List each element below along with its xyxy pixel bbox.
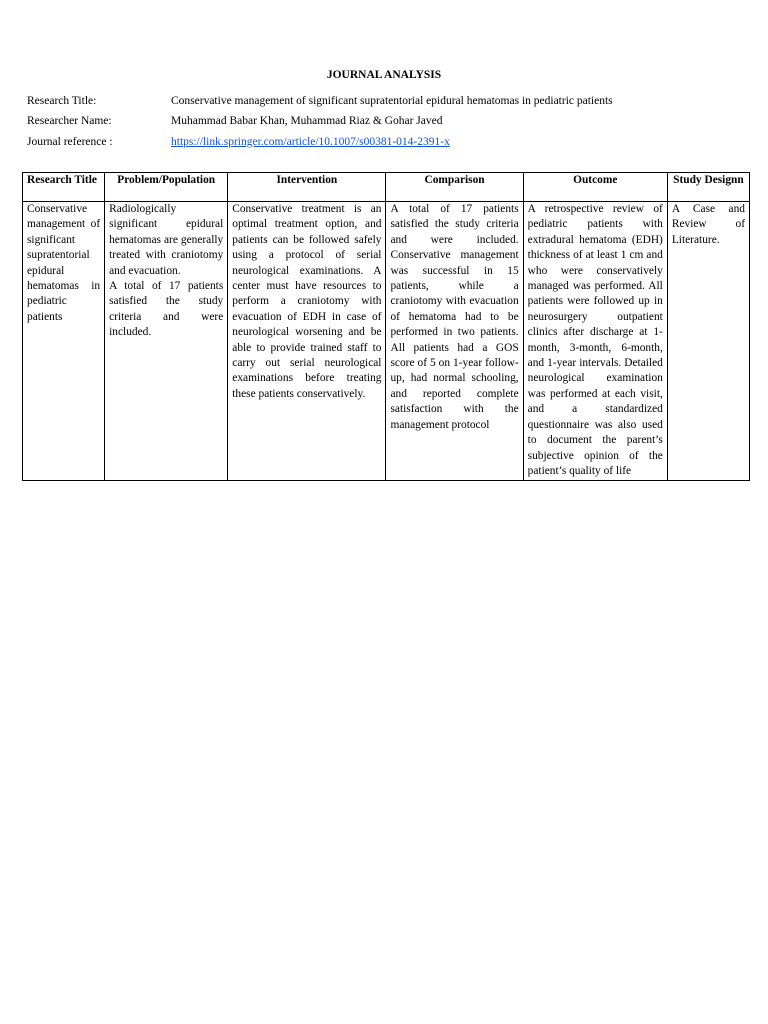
journal-reference-link[interactable]: https://link.springer.com/article/10.1007/s00381-014-2391-x bbox=[171, 135, 450, 148]
header-intervention: Intervention bbox=[228, 173, 386, 202]
meta-researcher-row bbox=[27, 111, 747, 131]
header-outcome: Outcome bbox=[523, 173, 667, 202]
journal-reference-label: Journal reference : bbox=[27, 135, 113, 148]
research-title-label: Research Title: bbox=[27, 95, 97, 107]
cell-problem-paragraph-2: A total of 17 patients satisfied the study criteria and were included. bbox=[109, 280, 224, 339]
cell-intervention-text: Conservative treatment is an optimal treatment option, and patients can be followed safely using a protocol of serial neurological examinations. A center must have resources to perform a craniotomy with evacuation of EDH in case of neurological worsening and be able to provide trained staff to carry out serial neurological examinations before treating these patients conservatively. bbox=[232, 203, 382, 400]
cell-study-design bbox=[667, 202, 749, 481]
cell-comparison-text: A total of 17 patients satisfied the study criteria and were included. Conservative management was successful in 15 patients, while a craniotomy with evacuation of hematoma had to be performed in two patients. All patients had a GOS score of 5 on 1-year follow-up, had normal schooling, and reported complete satisfaction with the management protocol bbox=[390, 203, 519, 431]
document-title: JOURNAL ANALYSIS bbox=[326, 69, 442, 81]
table-header-row bbox=[23, 173, 750, 202]
meta-research-title-row bbox=[27, 91, 747, 111]
header-problem-population: Problem/Population bbox=[105, 173, 228, 202]
researcher-name-value: Muhammad Babar Khan, Muhammad Riaz & Gohar Javed bbox=[171, 115, 443, 128]
meta-reference-row bbox=[27, 132, 747, 152]
cell-problem-population bbox=[105, 202, 228, 481]
researcher-name-label: Researcher Name: bbox=[27, 115, 112, 128]
cell-research-title-text: Conservative management of significant supratentorial epidural hematomas in pediatric patients bbox=[27, 203, 101, 323]
analysis-table bbox=[22, 172, 750, 481]
header-research-title: Research Title bbox=[23, 173, 105, 202]
cell-outcome-text: A retrospective review of pediatric patients with extradural hematoma (EDH) thickness of at least 1 cm and who were conservatively managed was performed. All patients were followed up in neurosurgery outpatient clinics after discharge at 1-month, 3-month, 6-month, and 1-year intervals. Detailed neurological examination was performed at each visit, and a standardized questionnaire was also used to document the parent’s subjective opinion of the patient’s quality of life bbox=[527, 203, 663, 477]
header-study-design: Study Designn bbox=[667, 173, 749, 202]
cell-problem-paragraph-1: Radiologically significant epidural hematomas are generally treated with craniotomy and evacuation. bbox=[109, 203, 224, 277]
research-title-value: Conservative management of significant supratentorial epidural hematomas in pediatric patients bbox=[171, 95, 613, 107]
table-row bbox=[23, 202, 750, 481]
meta-block bbox=[27, 91, 747, 152]
cell-study-design-text: A Case and Review of Literature. bbox=[671, 203, 745, 246]
cell-research-title bbox=[23, 202, 105, 481]
header-comparison: Comparison bbox=[386, 173, 523, 202]
cell-comparison bbox=[386, 202, 523, 481]
cell-outcome bbox=[523, 202, 667, 481]
cell-intervention bbox=[228, 202, 386, 481]
